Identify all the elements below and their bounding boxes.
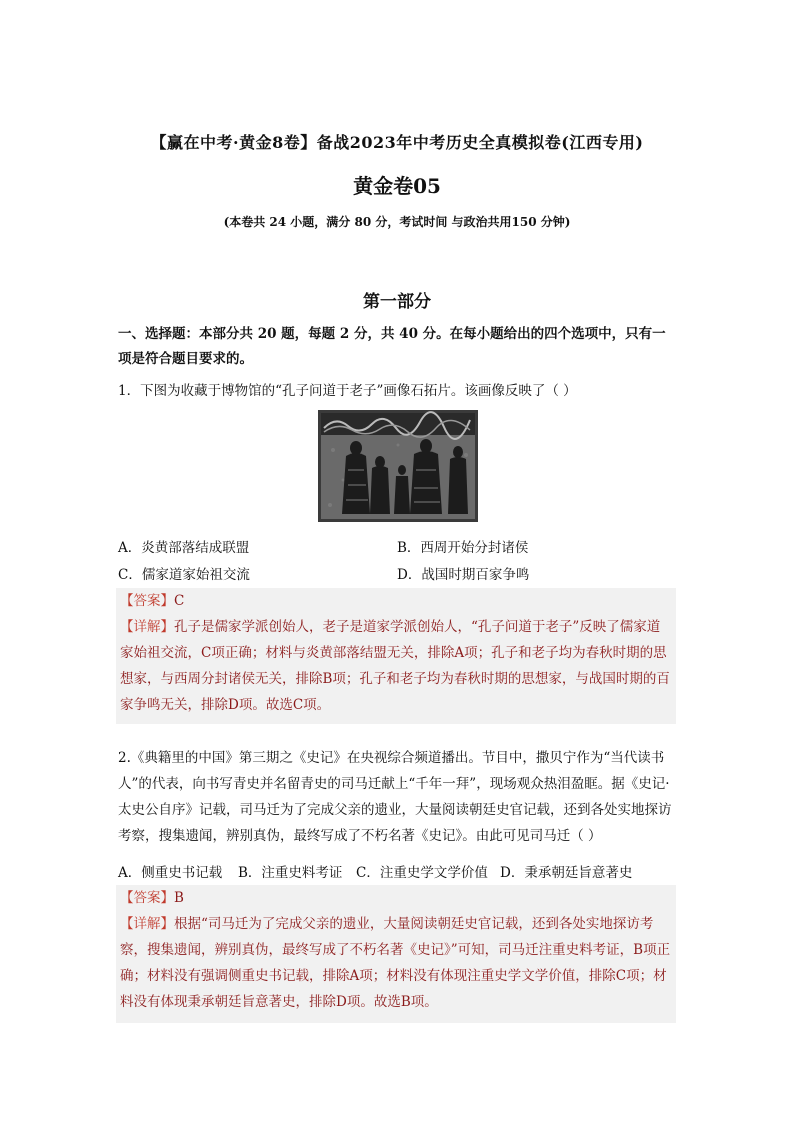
q1-analysis-text: 孔子是儒家学派创始人，老子是道家学派创始人，“孔子问道于老子”反映了儒家道家始祖交流，C项正确；材料与炎黄部落结盟无关，排除A项；孔子和老子均为春秋时期的思想家，与西周分封诸侯无关，排除B项；孔子和老子均为春秋时期的思想家，与战国时期的百家争鸣无关，排除D项。故选C项。 xyxy=(120,619,670,713)
q1-option-d: D．战国时期百家争鸣 xyxy=(397,567,530,583)
section-title: 第一部分 xyxy=(363,292,431,312)
q2-analysis-text: 根据“司马迁为了完成父亲的遗业，大量阅读朝廷史官记载，还到各处实地探访考察，搜集遗闻，辨别真伪，最终写成了不朽名著《史记》”可知，司马迁注重史料考证，B项正确；材料没有强调侧重史书记载，排除A项；材料没有体现注重史学文学价值，排除C项；材料没有体现秉承朝廷旨意著史，排除D项。故选B项。 xyxy=(120,916,671,1010)
question-2-stem: 2.《典籍里的中国》第三期之《史记》在央视综合频道播出。节目中，撒贝宁作为“当代读书人”的代表，向书写青史并名留青史的司马迁献上“千年一拜”，现场观众热泪盈眶。据《史记·太史公自序》记载，司马迁为了完成父亲的遗业，大量阅读朝廷史官记载，还到各处实地探访考察，搜集遗闻，辨别真伪，最终写成了不朽名著《史记》。由此可见司马迁（ ） xyxy=(118,750,672,844)
exam-title: 【赢在中考·黄金8卷】备战2023年中考历史全真模拟卷(江西专用) xyxy=(150,133,644,152)
stone-rubbing-image xyxy=(318,410,478,522)
q1-option-b: B．西周开始分封诸侯 xyxy=(397,540,529,556)
q1-option-a: A．炎黄部落结成联盟 xyxy=(118,540,250,556)
q1-answer-block xyxy=(116,588,676,724)
q1-answer-value: C xyxy=(174,593,185,609)
q1-answer-line xyxy=(120,588,672,614)
q2-option-a: A．侧重史书记载 xyxy=(118,865,223,881)
exam-note: (本卷共 24 小题，满分 80 分，考试时间 与政治共用150 分钟) xyxy=(223,215,571,229)
q2-answer-line xyxy=(120,885,672,911)
q1-analysis-label: 【详解】 xyxy=(120,619,174,635)
question-1-stem: 1．下图为收藏于博物馆的“孔子问道于老子”画像石拓片。该画像反映了（ ） xyxy=(118,383,577,399)
q2-answer-label: 【答案】 xyxy=(120,890,174,906)
q2-option-c: C．注重史学文学价值 xyxy=(356,865,488,881)
q1-answer-label: 【答案】 xyxy=(120,593,174,609)
q2-answer-value: B xyxy=(174,890,184,906)
q1-analysis xyxy=(120,614,672,718)
q2-answer-block xyxy=(116,885,676,1023)
exam-subtitle: 黄金卷05 xyxy=(353,174,441,198)
q2-analysis-label: 【详解】 xyxy=(120,916,174,932)
q1-option-c: C．儒家道家始祖交流 xyxy=(118,567,250,583)
q2-option-d: D．秉承朝廷旨意著史 xyxy=(500,865,633,881)
q2-analysis xyxy=(120,911,672,1015)
q2-option-b: B．注重史料考证 xyxy=(238,865,343,881)
section-instruction: 一、选择题：本部分共 20 题，每题 2 分，共 40 分。在每小题给出的四个选项中，只有一项是符合题目要求的。 xyxy=(118,326,666,367)
